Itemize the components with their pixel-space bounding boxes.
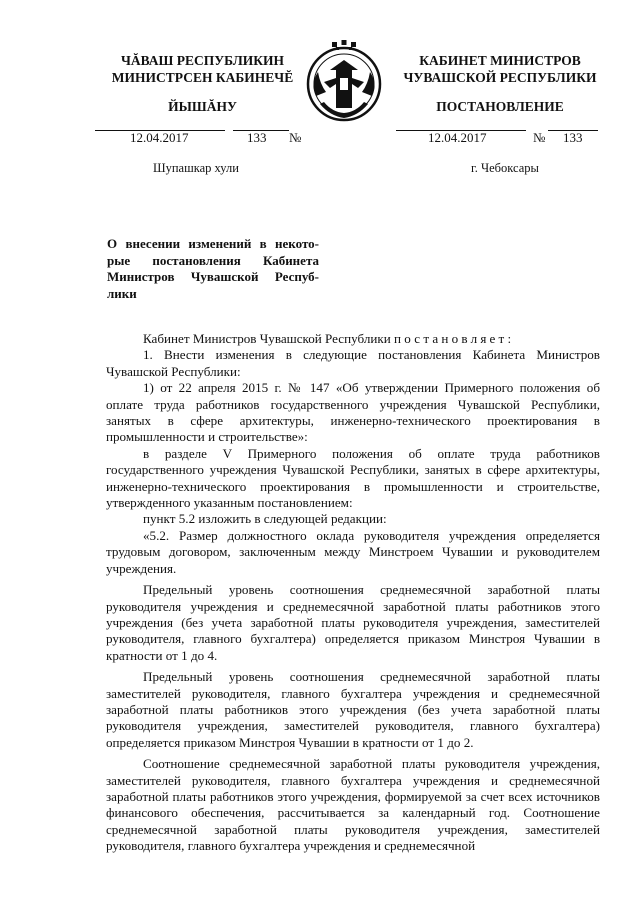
- doctype-left: ЙЫШĂНУ: [168, 99, 237, 114]
- left-date-number-line: [95, 130, 310, 146]
- title-line: рые постановления Кабинета: [107, 252, 319, 268]
- body-paragraph: в разделе V Примерного положения об оплате труда работников государственного учреждения Чувашской Республики, занятых в сфере архитектуры, инженерно-технического проектирования в промышленности и строительстве, утвержденного указанным постановлением:: [106, 445, 600, 511]
- left-date: 12.04.2017: [130, 130, 189, 145]
- title-line: Министров Чувашской Респуб-: [107, 269, 319, 284]
- header-right-line-2: ЧУВАШСКОЙ РЕСПУБЛИКИ: [403, 70, 597, 85]
- body-paragraph: Соотношение среднемесячной заработной платы руководителя учреждения, заместителей руководителя, главного бухгалтера учреждения и среднемесячной заработной платы работников этого учреждения, формируемой за счет всех источников финансового обеспечения, рассчитывается за календарный год. Соотношение среднемесячной заработной платы руководителя учреждения, заместителей руководителя, главного бухгалтера учреждения и среднемесячной: [106, 756, 600, 854]
- title-line: О внесении изменений в некото-: [107, 236, 319, 251]
- intro-verb: постановляет:: [394, 331, 515, 346]
- chuvash-republic-emblem-icon: [300, 38, 388, 126]
- left-number: 133: [247, 130, 267, 145]
- right-date-number-line: [396, 130, 601, 146]
- document-body: [106, 331, 600, 855]
- body-paragraph: Предельный уровень соотношения среднемесячной заработной платы заместителей руководителя, главного бухгалтера учреждения и среднемесячной заработной платы работников этого учреждения (без учета заработной платы руководителя учреждения, заместителей руководителя, главного бухгалтера) определяется приказом Минстроя Чувашии в кратности от 1 до 2.: [106, 669, 600, 750]
- body-paragraph: Предельный уровень соотношения среднемесячной заработной платы руководителя учреждения и среднемесячной заработной платы работников этого учреждения (без учета заработной платы руководителя учреждения, заместителей руководителя, главного бухгалтера) определяется приказом Минстроя Чувашии в кратности от 1 до 4.: [106, 582, 600, 663]
- right-number-sign: №: [533, 130, 546, 145]
- header-left: [100, 52, 305, 86]
- left-number-sign: №: [289, 130, 302, 145]
- place-left: Шупашкар хули: [153, 161, 239, 175]
- intro-paragraph: [106, 331, 600, 347]
- header-right: [385, 52, 615, 86]
- body-paragraph: 1) от 22 апреля 2015 г. № 147 «Об утверждении Примерного положения об оплате труда работников государственного учреждения Чувашской Республики, занятых в сфере архитектуры, инженерно-технического проектирования в промышленности и строительстве»:: [106, 380, 600, 445]
- document-title: [107, 236, 319, 302]
- body-paragraph: 1. Внести изменения в следующие постановления Кабинета Министров Чувашской Республики:: [106, 347, 600, 379]
- title-line: лики: [107, 285, 137, 301]
- doctype-right: ПОСТАНОВЛЕНИЕ: [436, 99, 564, 114]
- right-date: 12.04.2017: [428, 130, 487, 145]
- header-left-line-1: ЧĂВАШ РЕСПУБЛИКИН: [120, 53, 285, 68]
- right-number: 133: [563, 130, 583, 145]
- intro-prefix: Кабинет Министров Чувашской Республики: [143, 331, 395, 346]
- body-paragraph: «5.2. Размер должностного оклада руководителя учреждения определяется трудовым договором, заключенным между Минстроем Чувашии и руководителем учреждения.: [106, 527, 600, 576]
- place-right: г. Чебоксары: [471, 161, 539, 175]
- header-right-line-1: КАБИНЕТ МИНИСТРОВ: [419, 53, 581, 68]
- body-paragraph: пункт 5.2 изложить в следующей редакции:: [143, 511, 387, 527]
- header-left-line-2: МИНИСТРСЕН КАБИНЕЧĔ: [111, 70, 294, 85]
